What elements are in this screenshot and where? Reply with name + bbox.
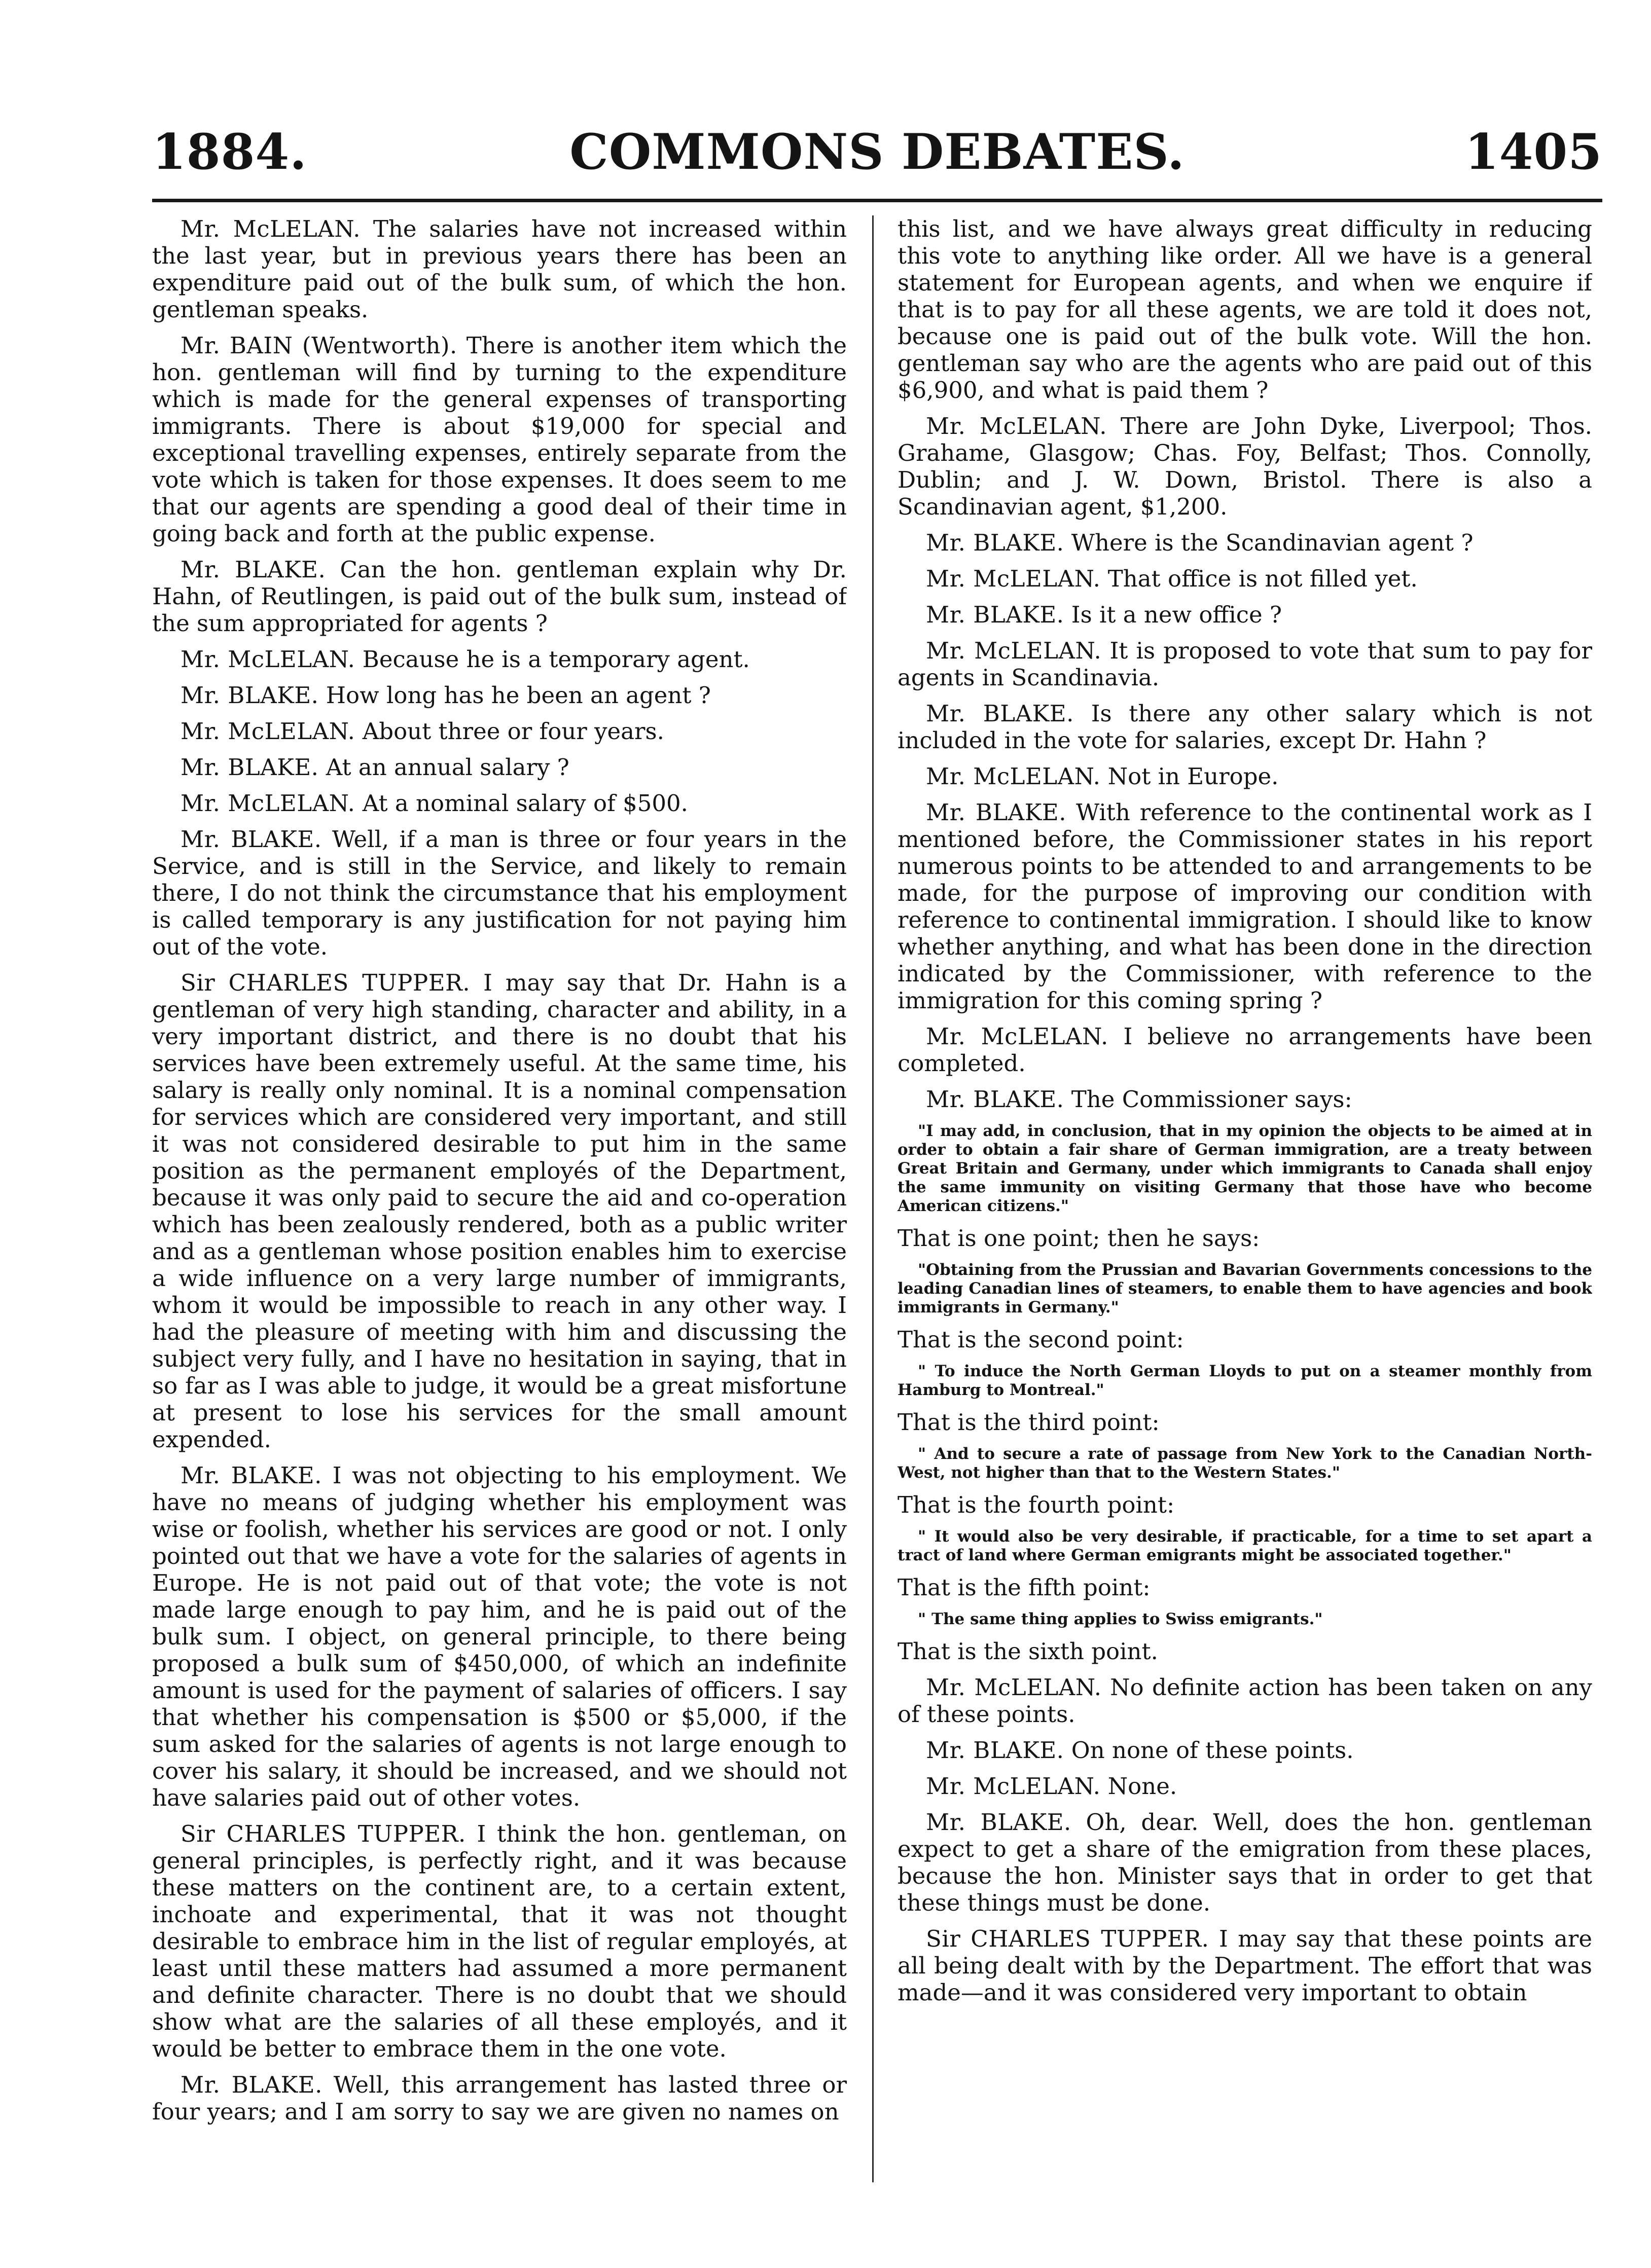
speaker-name: Mr. BLAKE. — [926, 529, 1064, 556]
quoted-passage — [898, 1610, 1592, 1629]
paragraph — [152, 1820, 847, 2062]
paragraph-text: Oh, dear. Well, does the hon. gentleman expect to get a share of the emigration from these places, because the hon. Minister says that in order to get that these things must be done. — [898, 1809, 1592, 1916]
paragraph — [898, 1326, 1592, 1353]
paragraph — [898, 1638, 1592, 1665]
speaker-name: Mr. BLAKE. — [181, 1462, 322, 1489]
speaker-name: Mr. BLAKE. — [181, 556, 326, 583]
paragraph — [152, 1462, 847, 1811]
quoted-passage — [898, 1445, 1592, 1482]
paragraph-text: That is the fifth point: — [898, 1574, 1151, 1601]
quoted-passage — [898, 1261, 1592, 1317]
header-year: 1884. — [152, 123, 307, 180]
paragraph — [898, 1674, 1592, 1728]
speaker-name: Sir CHARLES TUPPER. — [181, 1820, 466, 1847]
speaker-name: Mr. BLAKE. — [926, 601, 1064, 628]
speaker-name: Mr. McLELAN. — [926, 1773, 1101, 1800]
quoted-passage — [898, 1527, 1592, 1565]
speaker-name: Mr. BAIN (Wentworth). — [181, 332, 457, 359]
paragraph-text: There is another item which the hon. gentleman will find by turning to the expenditure which is made for the general expenses of transporting immigrants. There is about $19,000 for special and exceptional travelling expenses, entirely separate from the vote which is taken for those expenses. It does seem to me that our agents are spending a good deal of their time in going back and forth at the public expense. — [152, 332, 847, 547]
paragraph-text: Well, if a man is three or four years in the Service, and is still in the Service, and likely to remain there, I do not think the circumstance that his employment is called temporary is any justification for not paying him out of the vote. — [152, 826, 847, 960]
speaker-name: Mr. BLAKE. — [181, 682, 319, 709]
right-column — [898, 215, 1592, 2182]
paragraph-text: That office is not filled yet. — [1107, 565, 1418, 592]
speaker-name: Mr. McLELAN. — [181, 646, 355, 673]
speaker-name: Mr. McLELAN. — [926, 1674, 1102, 1701]
paragraph-text: this list, and we have always great difficulty in reducing this vote to anything like order. All we have is a general statement for European agents, and when we enquire if that is to pay for all these agents, we are told it does not, because one is paid out of the bulk vote. Will the hon. gentleman say who are the agents who are paid out of this $6,900, and what is paid them ? — [898, 215, 1592, 404]
speaker-name: Mr. BLAKE. — [926, 1809, 1071, 1836]
paragraph-text: That is the fourth point: — [898, 1491, 1175, 1518]
paragraph — [898, 637, 1592, 691]
paragraph-text: Well, this arrangement has lasted three or four years; and I am sorry to say we are given no names on — [152, 2071, 847, 2125]
paragraph-text: I think the hon. gentleman, on general principles, is perfectly right, and it was because these matters on the continent are, to a certain extent, inchoate and experimental, that it was not thought desirable to embrace him in the list of regular employés, at least until these matters had assumed a more permanent and definite character. There is no doubt that we should show what are the salaries of all these employés, and it would be better to embrace them in the one vote. — [152, 1820, 847, 2062]
speaker-name: Sir CHARLES TUPPER. — [926, 1925, 1209, 1952]
paragraph-text: Is there any other salary which is not included in the vote for salaries, except Dr. Hahn ? — [898, 700, 1592, 754]
speaker-name: Mr. McLELAN. — [181, 215, 361, 242]
paragraph — [152, 718, 847, 745]
paragraph — [152, 826, 847, 960]
paragraph — [898, 1773, 1592, 1800]
paragraph-text: Where is the Scandinavian agent ? — [1071, 529, 1474, 556]
paragraph — [898, 1086, 1592, 1113]
paragraph-text: That is the third point: — [898, 1409, 1160, 1436]
paragraph — [898, 1409, 1592, 1436]
paragraph-text: That is one point; then he says: — [898, 1225, 1260, 1252]
speaker-name: Mr. McLELAN. — [926, 763, 1101, 790]
quoted-passage — [898, 1122, 1592, 1216]
paragraph — [152, 332, 847, 547]
paragraph — [898, 565, 1592, 592]
paragraph — [152, 969, 847, 1453]
paragraph-text: Is it a new office ? — [1071, 601, 1282, 628]
speaker-name: Sir CHARLES TUPPER. — [181, 969, 471, 996]
paragraph-text: "I may add, in conclusion, that in my opinion the objects to be aimed at in order to obtain a fair share of German immigration, are a treaty between Great Britain and Germany, under which immigrants to Canada shall enjoy the same immunity on visiting Germany that those have who become American citizens." — [898, 1122, 1592, 1215]
paragraph — [152, 646, 847, 673]
speaker-name: Mr. McLELAN. — [181, 718, 355, 745]
paragraph-text: " And to secure a rate of passage from New York to the Canadian North-West, not higher than that to the Western States." — [898, 1445, 1592, 1482]
paragraph — [898, 1925, 1592, 2006]
speaker-name: Mr. BLAKE. — [926, 1737, 1064, 1764]
paragraph-text: None. — [1107, 1773, 1177, 1800]
paragraph — [152, 682, 847, 709]
paragraph-text: That is the sixth point. — [898, 1638, 1158, 1665]
paragraph-text: " To induce the North German Lloyds to put on a steamer monthly from Hamburg to Montreal." — [898, 1362, 1592, 1399]
speaker-name: Mr. McLELAN. — [926, 413, 1107, 440]
paragraph-text: "Obtaining from the Prussian and Bavarian Governments concessions to the leading Canadian lines of steamers, to enable them to have agencies and book immigrants in Germany." — [898, 1261, 1592, 1316]
paragraph — [152, 754, 847, 781]
quoted-passage — [898, 1362, 1592, 1400]
paragraph-text: With reference to the continental work as I mentioned before, the Commissioner states in his report numerous points to be attended to and arrangements to be made, for the purpose of improving our condition with reference to continental immigration. I should like to know whether anything, and what has been done in the direction indicated by the Commissioner, with reference to the immigration for this coming spring ? — [898, 799, 1592, 1014]
speaker-name: Mr. BLAKE. — [926, 700, 1074, 727]
paragraph — [152, 215, 847, 323]
paragraph-text: On none of these points. — [1071, 1737, 1354, 1764]
page-header — [152, 122, 1602, 188]
column-divider — [872, 215, 874, 2182]
paragraph-text: About three or four years. — [362, 718, 664, 745]
paragraph-text: " It would also be very desirable, if practicable, for a time to set apart a tract of land where German emigrants might be associated together." — [898, 1527, 1592, 1564]
paragraph-text: Not in Europe. — [1107, 763, 1279, 790]
left-column — [152, 215, 847, 2182]
paragraph-text: At an annual salary ? — [326, 754, 569, 781]
paragraph-text: I believe no arrangements have been completed. — [898, 1023, 1592, 1077]
speaker-name: Mr. McLELAN. — [181, 790, 355, 817]
paragraph — [898, 1574, 1592, 1601]
speaker-name: Mr. BLAKE. — [926, 799, 1067, 826]
paragraph — [898, 1023, 1592, 1077]
speaker-name: Mr. McLELAN. — [926, 565, 1101, 592]
paragraph-text: The Commissioner says: — [1071, 1086, 1352, 1113]
paragraph — [898, 529, 1592, 556]
header-rule — [152, 199, 1602, 202]
header-page-number: 1405 — [1464, 123, 1602, 180]
speaker-name: Mr. McLELAN. — [926, 637, 1102, 664]
paragraph-text: I may say that these points are all being dealt with by the Department. The effort that was made—and it was considered very important to obtain — [898, 1925, 1592, 2006]
speaker-name: Mr. BLAKE. — [926, 1086, 1064, 1113]
paragraph-text: The salaries have not increased within the last year, but in previous years there has been an expenditure paid out of the bulk sum, of which the hon. gentleman speaks. — [152, 215, 847, 323]
paragraph-text: I was not objecting to his employment. We have no means of judging whether his employment was wise or foolish, whether his services are good or not. I only pointed out that we have a vote for the salaries of agents in Europe. He is not paid out of that vote; the vote is not made large enough to pay him, and he is paid out of the bulk sum. I object, on general principle, to there being proposed a bulk sum of $450,000, of which an indefinite amount is used for the payment of salaries of officers. I say that whether his compensation is $500 or $5,000, if the sum asked for the salaries of agents is not large enough to cover his salary, it should be increased, and we should not have salaries paid out of other votes. — [152, 1462, 847, 1811]
paragraph-text: No definite action has been taken on any of these points. — [898, 1674, 1592, 1728]
paragraph — [898, 601, 1592, 628]
paragraph — [898, 1809, 1592, 1916]
paragraph-text: It is proposed to vote that sum to pay for agents in Scandinavia. — [898, 637, 1592, 691]
paragraph — [152, 556, 847, 637]
paragraph — [898, 1491, 1592, 1518]
paragraph — [898, 700, 1592, 754]
paragraph — [898, 215, 1592, 404]
paragraph-text: Because he is a temporary agent. — [362, 646, 750, 673]
document-page — [152, 122, 1602, 2200]
paragraph-text: There are John Dyke, Liverpool; Thos. Grahame, Glasgow; Chas. Foy, Belfast; Thos. Connolly, Dublin; and J. W. Down, Bristol. There is also a Scandinavian agent, $1,200. — [898, 413, 1592, 520]
paragraph-text: How long has he been an agent ? — [326, 682, 711, 709]
paragraph — [898, 763, 1592, 790]
paragraph — [898, 1737, 1592, 1764]
paragraph-text: I may say that Dr. Hahn is a gentleman of very high standing, character and ability, in a very important district, and there is no doubt that his services have been extremely useful. At the same time, his salary is really only nominal. It is a nominal compensation for services which are considered very important, and still it was not considered desirable to put him in the same position as the permanent employés of the Department, because it was only paid to secure the aid and co-operation which has been zealously rendered, both as a public writer and as a gentleman whose position enables him to exercise a wide influence on a very large number of immigrants, whom it would be impossible to reach in any other way. I had the pleasure of meeting with him and discussing the subject very fully, and I have no hesitation in saying, that in so far as I was able to judge, it would be a great misfortune at present to lose his services for the small amount expended. — [152, 969, 847, 1453]
paragraph-text: At a nominal salary of $500. — [362, 790, 688, 817]
paragraph-text: That is the second point: — [898, 1326, 1184, 1353]
header-title: COMMONS DEBATES. — [569, 123, 1185, 180]
paragraph — [898, 799, 1592, 1014]
paragraph — [152, 2071, 847, 2125]
paragraph — [898, 1225, 1592, 1252]
speaker-name: Mr. McLELAN. — [926, 1023, 1108, 1050]
paragraph-text: Can the hon. gentleman explain why Dr. Hahn, of Reutlingen, is paid out of the bulk sum, instead of the sum appropriated for agents ? — [152, 556, 847, 637]
paragraph — [152, 790, 847, 817]
speaker-name: Mr. BLAKE. — [181, 754, 319, 781]
speaker-name: Mr. BLAKE. — [181, 2071, 322, 2098]
paragraph-text: " The same thing applies to Swiss emigrants." — [918, 1610, 1323, 1628]
speaker-name: Mr. BLAKE. — [181, 826, 322, 853]
paragraph — [898, 413, 1592, 520]
